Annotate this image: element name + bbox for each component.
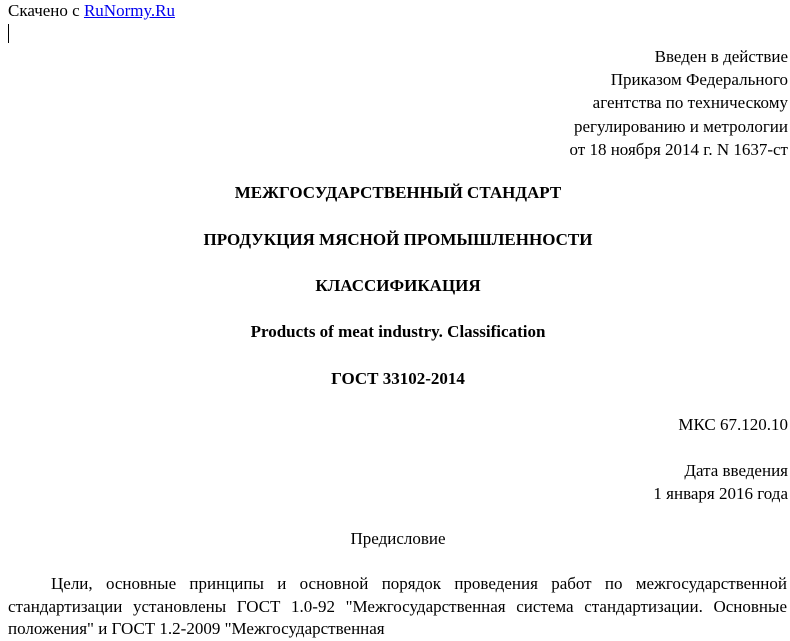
enactment-block <box>570 45 789 161</box>
preface-paragraph: Цели, основные принципы и основной порядок проведения работ по межгосударственной стандартизации установлены ГОСТ 1.0-92 "Межгосударственная система стандартизации. Основные положения" и ГОСТ 1.2-2009 "Межгосударственная <box>8 574 787 638</box>
enactment-line: регулированию и метрологии <box>573 116 788 136</box>
source-prefix: Скачено с <box>8 1 84 20</box>
enactment-line: агентства по техническому <box>592 93 788 113</box>
text-cursor <box>8 24 9 43</box>
gost-designation: ГОСТ 33102-2014 <box>331 369 465 388</box>
document-title: ПРОДУКЦИЯ МЯСНОЙ ПРОМЫШЛЕННОСТИ <box>203 230 593 249</box>
intro-date-value: 1 января 2016 года <box>653 484 788 503</box>
document-subtitle: КЛАССИФИКАЦИЯ <box>315 276 481 295</box>
english-title: Products of meat industry. Classification <box>250 322 546 341</box>
preface-heading: Предисловие <box>350 529 446 548</box>
enactment-line: от 18 ноября 2014 г. N 1637-ст <box>569 139 788 159</box>
intro-date-label: Дата введения <box>684 461 788 480</box>
runormy-link[interactable]: RuNormy.Ru <box>83 1 175 20</box>
source-line <box>8 1 175 21</box>
standard-type-heading: МЕЖГОСУДАРСТВЕННЫЙ СТАНДАРТ <box>234 183 562 202</box>
mks-code: МКС 67.120.10 <box>678 415 788 434</box>
enactment-line: Введен в действие <box>654 47 788 66</box>
enactment-line: Приказом Федерального <box>610 70 788 90</box>
